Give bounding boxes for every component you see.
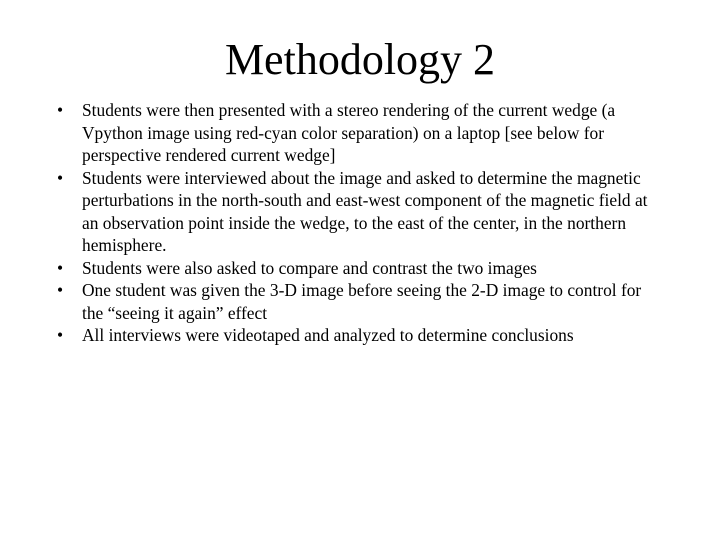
bullet-item: [57, 99, 657, 167]
bullet-text: One student was given the 3-D image before seeing the 2-D image to control for the “seeing it again” effect: [82, 280, 642, 323]
bullet-item: [57, 279, 657, 324]
bullet-dot-icon: •: [57, 100, 64, 120]
bullet-text: Students were also asked to compare and contrast the two images: [82, 257, 537, 278]
bullet-dot-icon: •: [57, 167, 64, 188]
bullet-text: Students were then presented with a stereo rendering of the current wedge (a Vpython image using red-cyan color separation) on a laptop [see below for perspective rendered current wedge]: [82, 100, 616, 165]
slide-title: Methodology 2: [224, 35, 496, 84]
bullet-list: [57, 99, 657, 347]
bullet-dot-icon: •: [57, 325, 64, 345]
bullet-dot-icon: •: [57, 280, 64, 300]
bullet-item: [57, 324, 657, 347]
bullet-dot-icon: •: [57, 257, 64, 278]
bullet-text: All interviews were videotaped and analyzed to determine conclusions: [82, 325, 574, 345]
bullet-item: [57, 167, 657, 257]
bullet-text: Students were interviewed about the image and asked to determine the magnetic perturbations in the north-south and east-west component of the magnetic field at an observation point inside the wedge, to the east of the center, in the northern hemisphere.: [82, 167, 648, 255]
bullet-item: [57, 257, 657, 280]
